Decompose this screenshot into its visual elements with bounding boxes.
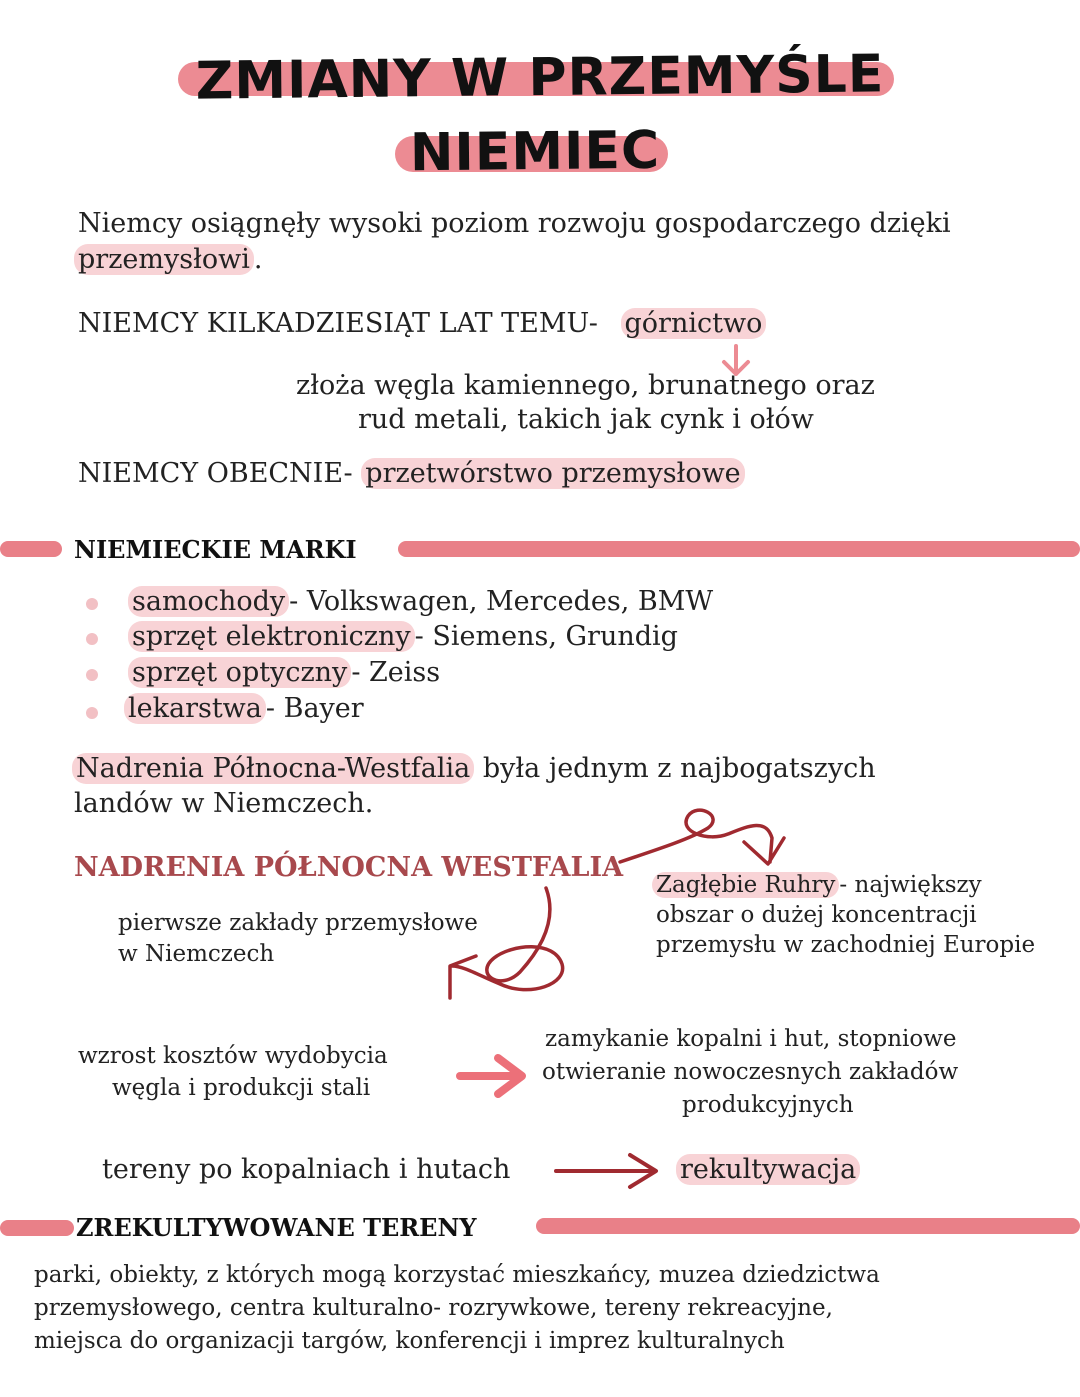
brand-list: - Zeiss <box>351 657 441 688</box>
list-item-brand-1 <box>128 586 713 617</box>
effect-line-1: zamykanie kopalni i hut, stopniowe <box>545 1026 957 1052</box>
bullet-dot <box>86 707 98 719</box>
present-row <box>78 458 745 489</box>
intro-line-2 <box>74 244 262 275</box>
recult-areas-line-1: parki, obiekty, z których mogą korzystać mieszkańcy, muzea dziedzictwa <box>34 1262 880 1288</box>
arrow-right-icon <box>554 1151 664 1191</box>
recult-highlight: rekultywacja <box>676 1154 860 1185</box>
section-bar-left-recult <box>0 1220 74 1236</box>
page-title-line-1: ZMIANY W PRZEMYŚLE <box>195 44 885 112</box>
nrw-first-plants-line-2: w Niemczech <box>118 941 275 967</box>
section-bar-right-recult <box>536 1218 1080 1234</box>
bullet-dot <box>86 633 98 645</box>
list-item-brand-4 <box>124 693 364 724</box>
effect-line-3: produkcyjnych <box>682 1092 854 1118</box>
page-title-line-2: NIEMIEC <box>409 120 661 184</box>
cause-line-1: wzrost kosztów wydobycia <box>78 1043 388 1069</box>
nrw-intro-line-1 <box>72 753 876 784</box>
past-detail-line-1: złoża węgla kamiennego, brunatnego oraz <box>296 370 875 401</box>
intro-line-1: Niemcy osiągnęły wysoki poziom rozwoju gospodarczego dzięki <box>78 208 951 239</box>
ruhr-line-3: przemysłu w zachodniej Europie <box>656 932 1036 958</box>
intro-line-2-end: . <box>253 244 263 275</box>
recult-right <box>676 1154 860 1185</box>
past-label: NIEMCY KILKADZIESIĄT LAT TEMU- <box>78 308 598 339</box>
ruhr-line-1-rest: - największy <box>839 872 982 898</box>
recult-left: tereny po kopalniach i hutach <box>102 1154 511 1185</box>
ruhr-line-2: obszar o dużej koncentracji <box>656 902 977 928</box>
nrw-intro-highlight: Nadrenia Północna-Westfalia <box>72 753 474 784</box>
brand-category: samochody <box>128 586 289 617</box>
nrw-intro-line-2: landów w Niemczech. <box>74 788 374 819</box>
past-row <box>78 308 766 339</box>
bullet-dot <box>86 598 98 610</box>
past-highlight: górnictwo <box>621 308 767 339</box>
section-bar-right-brands <box>398 541 1080 557</box>
recult-areas-line-2: przemysłowego, centra kulturalno- rozrywkowe, tereny rekreacyjne, <box>34 1295 833 1321</box>
list-item-brand-2 <box>128 621 678 652</box>
brand-list: - Bayer <box>265 693 364 724</box>
brand-category: sprzęt optyczny <box>128 657 351 688</box>
thick-arrow-right-icon <box>456 1052 532 1102</box>
ruhr-line-1 <box>652 872 982 898</box>
brand-list: - Volkswagen, Mercedes, BMW <box>289 586 714 617</box>
bullet-dot <box>86 669 98 681</box>
present-label: NIEMCY OBECNIE- <box>78 458 353 489</box>
past-detail-line-2: rud metali, takich jak cynk i ołów <box>358 404 814 435</box>
brand-category: lekarstwa <box>124 693 266 724</box>
curly-arrow-right-icon <box>612 798 812 878</box>
nrw-first-plants-line-1: pierwsze zakłady przemysłowe <box>118 910 478 936</box>
brand-list: - Siemens, Grundig <box>414 621 678 652</box>
effect-line-2: otwieranie nowoczesnych zakładów <box>542 1059 959 1085</box>
recult-areas-line-3: miejsca do organizacji targów, konferencji i imprez kulturalnych <box>34 1328 785 1354</box>
ruhr-highlight: Zagłębie Ruhry <box>652 872 839 898</box>
nrw-heading: NADRENIA PÓŁNOCNA WESTFALIA <box>74 852 624 883</box>
nrw-intro-rest: była jednym z najbogatszych <box>474 753 876 784</box>
list-item-brand-3 <box>128 657 440 688</box>
brand-category: sprzęt elektroniczny <box>128 621 415 652</box>
present-highlight: przetwórstwo przemysłowe <box>361 458 744 489</box>
section-heading-recult: ZREKULTYWOWANE TERENY <box>76 1213 477 1242</box>
section-heading-brands: NIEMIECKIE MARKI <box>74 535 357 564</box>
curly-arrow-left-icon <box>440 880 580 1010</box>
section-bar-left-brands <box>0 541 62 557</box>
intro-highlight: przemysłowi <box>74 244 254 275</box>
cause-line-2: węgla i produkcji stali <box>112 1075 371 1101</box>
